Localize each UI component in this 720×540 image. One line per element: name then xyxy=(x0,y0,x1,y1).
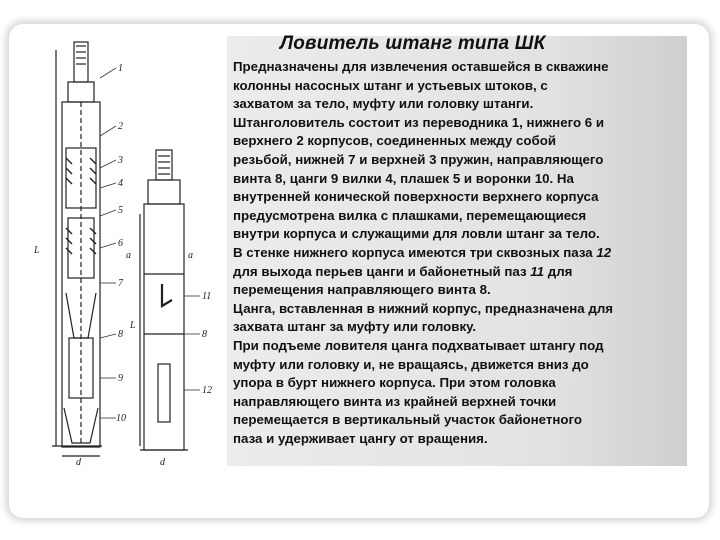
label-8-right: 8 xyxy=(202,329,207,340)
label-9: 9 xyxy=(118,373,123,384)
technical-drawing xyxy=(22,38,226,466)
body-line: винта 8, цанги 9 вилки 4, плашек 5 и воронки 10. На xyxy=(233,170,574,186)
body-line: упора в бурт нижнего корпуса. При этом головка xyxy=(233,375,556,391)
label-5: 5 xyxy=(118,205,123,216)
label-12: 12 xyxy=(202,385,212,396)
sub-top-thread xyxy=(74,42,88,82)
body-line: внутренней конической поверхности верхнего корпуса xyxy=(233,189,599,205)
body-line: перемещается в вертикальный участок байонетного xyxy=(233,412,583,428)
label-a-right: a xyxy=(188,250,193,261)
collet-slot-12 xyxy=(158,364,170,422)
body-line xyxy=(233,244,688,263)
slide-body-text xyxy=(233,58,688,448)
slot-number-12: 12 xyxy=(596,244,612,260)
body-line: При подъеме ловителя цанга подхватывает штангу под xyxy=(233,337,604,353)
body-text-span: для xyxy=(544,263,573,279)
bayonet-slot-11 xyxy=(162,284,172,306)
slide-title: Ловитель штанг типа ШК xyxy=(280,33,546,54)
body-line: муфту или головку и, не вращаясь, движется вниз до xyxy=(233,356,589,372)
body-line: внутри корпуса и служащими для ловли штанг за тело. xyxy=(233,226,600,242)
body-line: верхнего 2 корпусов, соединенных между собой xyxy=(233,133,556,149)
body-line: паза и удерживает цангу от вращения. xyxy=(233,430,488,446)
label-10: 10 xyxy=(116,413,126,424)
body-line: колонны насосных штанг и устьевых штоков, с xyxy=(233,77,548,93)
body-text-span: для выхода перьев цанги и байонетный паз xyxy=(233,263,531,279)
body-line: направляющего винта из крайней верхней точки xyxy=(233,393,557,409)
right-sub-thread xyxy=(156,150,172,180)
body-line: перемещения направляющего винта 8. xyxy=(233,282,491,298)
body-line: предусмотрена вилка с плашками, перемещающиеся xyxy=(233,207,587,223)
sub-collar xyxy=(68,82,94,102)
fishing-tool-drawing-svg xyxy=(22,38,226,466)
label-length-L-right: L xyxy=(130,320,136,331)
label-diameter-d-right: d xyxy=(160,457,165,466)
label-6: 6 xyxy=(118,238,123,249)
body-line: резьбой, нижней 7 и верхней 3 пружин, направляющего xyxy=(233,151,604,167)
label-11: 11 xyxy=(202,291,212,302)
body-text-span: В стенке нижнего корпуса имеются три сквозных паза xyxy=(233,244,597,260)
label-length-L: L xyxy=(34,245,40,256)
label-1: 1 xyxy=(118,63,123,74)
body-line: Штанголовитель состоит из переводника 1, нижнего 6 и xyxy=(233,114,605,130)
slot-number-11: 11 xyxy=(530,263,545,279)
right-housing-body xyxy=(144,204,184,450)
body-line xyxy=(233,263,688,282)
label-7: 7 xyxy=(118,278,123,289)
label-diameter-d: d xyxy=(76,457,81,466)
label-8: 8 xyxy=(118,329,123,340)
body-line: захватом за тело, муфту или головку штанги. xyxy=(233,96,534,112)
label-3: 3 xyxy=(118,155,123,166)
body-line: захвата штанг за муфту или головку. xyxy=(233,319,477,335)
right-sub-collar xyxy=(148,180,180,204)
label-2: 2 xyxy=(118,121,123,132)
body-line: Предназначены для извлечения оставшейся в скважине xyxy=(233,59,609,74)
label-a: a xyxy=(126,250,131,261)
label-4: 4 xyxy=(118,178,123,189)
body-line: Цанга, вставленная в нижний корпус, предназначена для xyxy=(233,300,614,316)
